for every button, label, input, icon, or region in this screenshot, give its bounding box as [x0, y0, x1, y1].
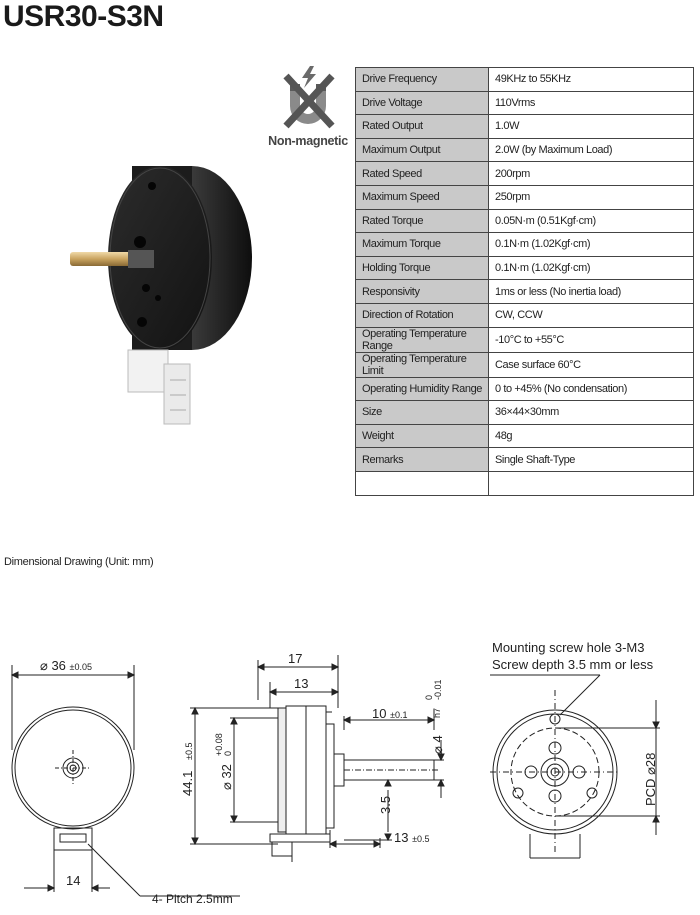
shaft-dia-text: ⌀ 4 [430, 735, 445, 754]
spec-value: 110Vrms [489, 91, 694, 115]
spec-label: Operating Temperature Range [356, 327, 489, 352]
spec-row [356, 448, 694, 472]
height-44-tol: ±0.5 [184, 742, 194, 760]
spec-label: Holding Torque [356, 256, 489, 280]
spec-row [356, 401, 694, 425]
spec-label: Direction of Rotation [356, 303, 489, 327]
spec-value: Single Shaft-Type [489, 448, 694, 472]
spec-label: Drive Voltage [356, 91, 489, 115]
spec-value: 2.0W (by Maximum Load) [489, 138, 694, 162]
spec-value: 0.05N·m (0.51Kgf·cm) [489, 209, 694, 233]
spec-value: -10°C to +55°C [489, 327, 694, 352]
spec-value [489, 471, 694, 495]
spec-label: Maximum Speed [356, 185, 489, 209]
spec-label: Drive Frequency [356, 68, 489, 92]
spec-label: Maximum Output [356, 138, 489, 162]
side-13-text: 13 [294, 676, 309, 691]
spec-label [356, 471, 489, 495]
spec-value: 1.0W [489, 115, 694, 139]
non-magnetic-icon [262, 62, 354, 134]
side-3-5-text: 3.5 [378, 795, 393, 814]
spec-row [356, 327, 694, 352]
non-magnetic-badge [262, 62, 354, 158]
spec-row [356, 185, 694, 209]
spec-value: 0 to +45% (No condensation) [489, 377, 694, 401]
dimensional-drawing-caption: Dimensional Drawing (Unit: mm) [4, 556, 154, 568]
spec-row [356, 209, 694, 233]
front-width-text: 14 [66, 873, 81, 888]
front-view [12, 665, 240, 896]
spec-row [356, 115, 694, 139]
spec-value: CW, CCW [489, 303, 694, 327]
spec-row [356, 162, 694, 186]
spec-label: Size [356, 401, 489, 425]
spec-row [356, 424, 694, 448]
spec-value: 1ms or less (No inertia load) [489, 280, 694, 304]
dia-32-text: ⌀ 32 [219, 764, 234, 790]
spec-table [355, 67, 694, 496]
shaft-tol-fit: h7 [432, 707, 442, 718]
spec-value: 250rpm [489, 185, 694, 209]
non-magnetic-label: Non-magnetic [268, 134, 348, 148]
spec-label: Weight [356, 424, 489, 448]
spec-row [356, 280, 694, 304]
spec-row [356, 91, 694, 115]
spec-value: 36×44×30mm [489, 401, 694, 425]
side-10-text: 10 ±0.1 [372, 706, 408, 721]
product-photo [60, 150, 270, 450]
spec-row [356, 352, 694, 377]
shaft-tol-bot: -0.01 [433, 679, 443, 700]
rear-note-1: Mounting screw hole 3-M3 [492, 640, 645, 655]
spec-value: 0.1N·m (1.02Kgf·cm) [489, 256, 694, 280]
spec-row [356, 233, 694, 257]
spec-value: 48g [489, 424, 694, 448]
spec-label: Rated Torque [356, 209, 489, 233]
spec-label: Operating Humidity Range [356, 377, 489, 401]
pitch-text: 4- Pitch 2.5mm [152, 892, 233, 906]
spec-label: Responsivity [356, 280, 489, 304]
spec-label: Rated Output [356, 115, 489, 139]
height-44-text: 44.1 [180, 770, 195, 796]
spec-value: 0.1N·m (1.02Kgf·cm) [489, 233, 694, 257]
spec-value: Case surface 60°C [489, 352, 694, 377]
dimensional-drawings [0, 600, 700, 910]
spec-row [356, 303, 694, 327]
spec-row [356, 471, 694, 495]
spec-value: 200rpm [489, 162, 694, 186]
spec-row [356, 256, 694, 280]
spec-label: Maximum Torque [356, 233, 489, 257]
side-17-text: 17 [288, 651, 303, 666]
spec-label: Operating Temperature Limit [356, 352, 489, 377]
spec-row [356, 138, 694, 162]
spec-value: 49KHz to 55KHz [489, 68, 694, 92]
product-title: USR30-S3N [3, 0, 164, 33]
rear-note-2: Screw depth 3.5 mm or less [492, 657, 654, 672]
spec-label: Remarks [356, 448, 489, 472]
shaft-tol-top: 0 [424, 694, 434, 700]
dia-32-tol-bot: 0 [223, 750, 233, 756]
spec-row [356, 377, 694, 401]
spec-row [356, 68, 694, 92]
rear-view [490, 675, 660, 858]
spec-label: Rated Speed [356, 162, 489, 186]
pcd-text: PCD ⌀28 [643, 752, 658, 806]
side-13b-text: 13 ±0.5 [394, 830, 430, 845]
dia-32-tol-top: +0.08 [214, 733, 224, 756]
front-dia-text: ⌀ 36 ±0.05 [40, 658, 93, 673]
